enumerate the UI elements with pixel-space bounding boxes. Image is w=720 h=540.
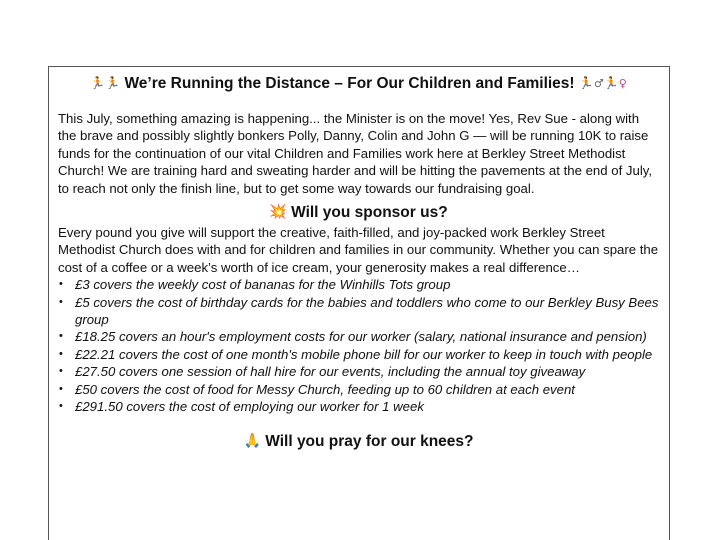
list-item: • £291.50 covers the cost of employing our worker for 1 week xyxy=(58,398,659,415)
page-heading xyxy=(58,73,659,94)
sponsor-paragraph: Every pound you give will support the creative, faith-filled, and joy-packed work Berkley Street Methodist Church does with and for children and families in our community. Whether you can spare the cost of a coffee or a week’s worth of ice cream, your generosity makes a real difference… xyxy=(58,225,659,275)
sponsor-heading-text: Will you sponsor us? xyxy=(291,204,448,222)
pray-heading-text: Will you pray for our knees? xyxy=(265,432,474,450)
list-item: • £5 covers the cost of birthday cards for the babies and toddlers who come to our Berkley Busy Bees group xyxy=(58,294,659,329)
female-sign-icon: ♀ xyxy=(618,77,627,90)
list-item: • £22.21 covers the cost of one month's mobile phone bill for our worker to keep in touch with people xyxy=(58,346,659,363)
praying-hands-emoji-icon: 🙏 xyxy=(243,432,261,449)
list-item: • £50 covers the cost of food for Messy Church, feeding up to 60 children at each event xyxy=(58,381,659,398)
man-runner-emoji-icon: 🏃 xyxy=(578,76,594,90)
sponsor-cost-list xyxy=(58,276,659,415)
intro-paragraph: This July, something amazing is happening... the Minister is on the move! Yes, Rev Sue - along with the brave and possibly slightly bonkers Polly, Danny, Colin and John G — will be running 10K to raise funds for the continuation of our vital Children and Families work here at Berkley Street Methodist Church! We are training hard and sweating harder and will be hitting the pavements at the end of July, to reach not only the finish line, but to get some way towards our fundraising goal. xyxy=(58,111,653,196)
pray-heading xyxy=(58,431,659,452)
male-sign-icon: ♂ xyxy=(593,77,604,90)
list-item: • £3 covers the weekly cost of bananas for the Winhills Tots group xyxy=(58,276,659,293)
runner-emoji-icon: 🏃🏃 xyxy=(90,76,121,90)
collision-emoji-icon: 💥 xyxy=(269,204,287,221)
document-page xyxy=(48,66,670,540)
sponsor-heading xyxy=(58,202,659,223)
list-item: • £27.50 covers one session of hall hire for our events, including the annual toy giveaway xyxy=(58,363,659,380)
woman-runner-emoji-icon: 🏃 xyxy=(603,76,619,90)
page-heading-text: We’re Running the Distance – For Our Children and Families! xyxy=(124,75,575,92)
list-item: • £18.25 covers an hour's employment costs for our worker (salary, national insurance and pension) xyxy=(58,328,659,345)
